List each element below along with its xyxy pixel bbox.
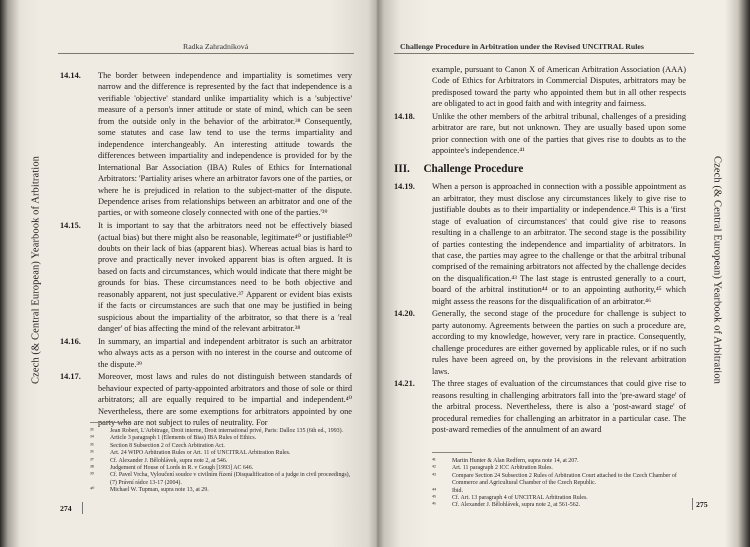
paragraph-number: 14.20. [394, 309, 415, 319]
footnote [432, 473, 688, 488]
footnote [90, 487, 352, 494]
footnote [432, 465, 688, 472]
footnote-rule [90, 422, 130, 423]
footnote-number: ⁴² [432, 465, 436, 472]
footnote-number: ³⁹ [90, 472, 94, 479]
paragraph [394, 111, 686, 157]
paragraph-text: Moreover, most laws and rules do not distinguish between standards of behaviour expected of party-appointed arbitrators and those of sole or third arbitrators; all are equally required to be impartial and independent.⁴⁰ Nevertheless, there are some exemptions for arbitrators appointed by one party who are not subject to rules of neutrality. For [98, 372, 352, 428]
footnote [90, 472, 352, 487]
yearbook-side-title: Czech (& Central European) Yearbook of Arbitration [711, 155, 723, 385]
footnote [432, 458, 688, 465]
paragraph [394, 378, 686, 435]
footnote-number: ⁴⁴ [432, 487, 437, 494]
footnote-number: ⁴⁶ [432, 502, 437, 509]
footnote-number: ³⁴ [90, 435, 94, 442]
running-head-title: Challenge Procedure in Arbitration under the Revised UNCITRAL Rules [400, 42, 644, 51]
paragraph [60, 220, 352, 335]
footnote-number: ⁴¹ [432, 458, 436, 464]
footnote-text: Cf. Pavel Vrcha, Vyloučení soudce v civilním řízení (Disqualification of a judge in civil proceedings), (7) Právní rádce 13-17 (2004). [110, 472, 351, 486]
footnote [432, 502, 688, 509]
section-number: III. [394, 162, 410, 175]
footnote [90, 458, 352, 465]
continued-paragraph-text: example, pursuant to Canon X of American Arbitration Association (AAA) Code of Ethics for Arbitrators in Commercial Disputes, arbitrators may be predisposed toward the party who appointed them but in all other respects are obligated to act in good faith and with integrity and fairness. [432, 65, 686, 109]
footnote-number: ³⁷ [90, 457, 94, 464]
paragraph-text: Unlike the other members of the arbitral tribunal, challenges of a presiding arbitrator are rare, but not unknown. They are usually based upon some prior connection with one of the parties that gives rise to doubts as to the appointee's independence.⁴¹ [432, 112, 686, 156]
paragraph-number: 14.19. [394, 182, 415, 192]
footnote-number: ³³ [90, 428, 94, 434]
body-text [60, 70, 352, 430]
paragraph [60, 336, 352, 370]
paragraph-number: 14.17. [60, 372, 81, 382]
footnote-number: ⁴⁰ [90, 487, 95, 494]
paragraph-text: It is important to say that the arbitrators need not be effectively biased (actual bias) but there might also be reasonable, legitimate⁴⁰ or justifiable⁵⁰ doubts on their lack of bias (apparent bias). Whereas actual bias is hard to prove and practically never invoked apparent bias is often argued. It is based on facts and circumstances, which would indicate that there might be grounds for bias. These circumstances need to be both objective and reasonably apparent, not just speculative.³⁷ Apparent or evident bias exists if the facts or circumstances are such that one may be justified in being suspicious about the impartiality of the arbitrator, so that there is a 'real danger' of bias affecting the mind of the relevant arbitrator.³⁸ [98, 221, 352, 334]
paragraph-text: When a person is approached in connection with a possible appointment as an arbitrator, they must disclose any circumstances likely to give rise to justifiable doubts as to their impartiality or independence.⁴² This is a 'first stage of evaluation of circumstances' that could give rise to reasons resulting in a challenge to an arbitrator. The second stage is the possibility of parties contesting the independence and impartiality of arbitrators. In that case, the parties may agree to the challenge or that the arbitral tribunal comprised of the remaining arbitrators not affected by the challenge decides on the disqualification.⁴³ The last stage is entrusted generally to a court, board of the arbitral institution⁴⁴ or to an appointing authority,⁴⁵ which might assess the reasons for the disqualification of an arbitrator.⁴⁶ [432, 182, 686, 306]
paragraph [394, 181, 686, 307]
folio-divider [692, 498, 693, 510]
paragraph [60, 70, 352, 219]
footnote-rule [432, 452, 472, 453]
footnote-text: Judgement of House of Lords in R. v Gough [1993] AC 646. [110, 465, 254, 472]
footnote-number: ⁴³ [432, 472, 436, 479]
right-page [380, 0, 750, 547]
footnote-text: Ibid. [452, 487, 463, 494]
section-title: Challenge Procedure [423, 162, 524, 175]
footnote-text: Cf. Alexander J. Bělohlávek, supra note 2, at 561-562. [452, 502, 581, 509]
footnote-text: Michael W. Tupman, supra note 13, at 29. [110, 487, 209, 494]
running-head-author: Radka Zahradníková [183, 42, 249, 51]
paragraph [60, 371, 352, 428]
paragraph-text: Generally, the second stage of the procedure for challenge is subject to party autonomy. Agreements between the parties on such a procedure are, according to my knowledge, however, very rare in practice. Consequently, challenge procedures are either governed by applicable rules, or if no such rules have been agreed on, by the provisions in the relevant arbitration laws. [432, 309, 686, 376]
footnote-text: Cf. Alexander J. Bělohlávek, supra note 2, at 546. [110, 457, 228, 464]
footnote-number: ⁴⁵ [432, 495, 437, 502]
footnote-text: Compare Section 24 Subsection 2 Rules of Arbitration Court attached to the Czech Chamber of Commerce and Agricultural Chamber of the Czech Republic. [452, 472, 677, 487]
footnote-number: ³⁸ [90, 465, 94, 472]
paragraph-number: 14.16. [60, 336, 81, 346]
footnote-number: ³⁵ [90, 442, 94, 449]
footnote-text: Martin Hunter & Alan Redfern, supra note 14, at 207. [452, 458, 579, 464]
footnote-number: ³⁶ [90, 450, 94, 457]
paragraph-number: 14.18. [394, 112, 415, 121]
paragraph-text: The three stages of evaluation of the circumstances that could give rise to reasons resulting in challenging arbitrators fall into the 'pre-award stage' of the arbitral process. Nevertheless, there is also a 'post-award stage' of procedural remedies for challenging an arbitrator in a particular case. The post-award remedies of the annulment of an award [432, 379, 686, 435]
paragraph-number: 14.14. [60, 71, 81, 80]
footnote [90, 435, 352, 442]
yearbook-side-title: Czech (& Central European) Yearbook of Arbitration [30, 155, 42, 385]
footnote-text: Article 3 paragraph 1 (Elements of Bias) IBA Rules of Ethics. [110, 435, 257, 442]
page-number: 274 [60, 504, 72, 513]
footnote [90, 450, 352, 457]
paragraph-text: In summary, an impartial and independent arbitrator is such an arbitrator who always acts as a person with no interest in the course and outcome of the dispute.³⁹ [98, 336, 352, 369]
footnote-text: Section 8 Subsection 2 of Czech Arbitration Act. [110, 442, 225, 449]
footnote-text: Jean Robert, L'Arbitrage, Droit interne, Droit international privé, Paris: Dalloz 135 (6th ed., 1993). [110, 428, 344, 434]
footnotes [90, 428, 352, 495]
footnote-text: Cf. Art. 13 paragraph 4 of UNCITRAL Arbitration Rules. [452, 495, 588, 502]
paragraph [394, 308, 686, 377]
paragraph-text: The border between independence and impartiality is sometimes very narrow and the difference is represented by the fact that independence is a verifiable 'objective' standard unlike impartiality which is a 'subjective' measure of a person's inner attitude or state of mind, which can be seen from the outside only in the behavior of the arbitrator.³⁸ Consequently, some statutes and case law tend to use the terms impartiality and independence interchangeably. An interesting attitude towards the differences between impartiality and independence is provided for by the International Bar Association (IBA) Rules of Ethics for International Arbitrators: 'Partiality arises where an arbitrator favors one of the parties, or where he is prejudiced in relation to the subject-matter of the dispute. Dependence arises from relationships between an arbitrator and one of the parties, or with someone closely connected with one of the parties.'³⁹ [98, 71, 352, 218]
header-rule [394, 53, 694, 54]
paragraph-number: 14.15. [60, 221, 81, 231]
section-heading [394, 164, 686, 175]
paragraph-number: 14.21. [394, 379, 415, 389]
body-text [394, 64, 686, 437]
footnote [432, 488, 688, 495]
footnote-text: Art. 11 paragraph 2 ICC Arbitration Rules. [452, 465, 553, 472]
footnotes [432, 458, 688, 510]
folio-divider [82, 502, 83, 514]
footnote-text: Art. 24 WIPO Arbitration Rules or Art. 11 of UNCITRAL Arbitration Rules. [110, 450, 291, 457]
page-number: 275 [696, 500, 708, 509]
header-rule [58, 53, 354, 54]
